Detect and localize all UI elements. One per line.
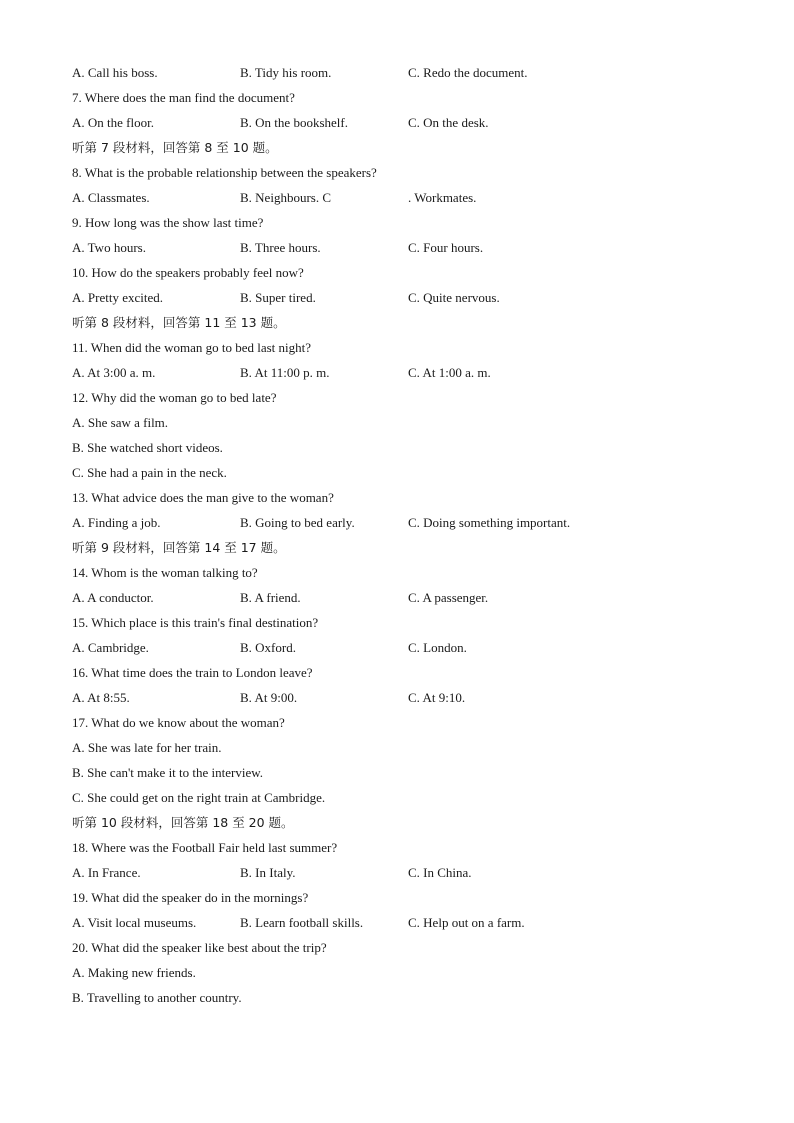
question-text: A. She saw a film. <box>72 415 169 430</box>
question-text: 20. What did the speaker like best about the trip? <box>72 940 327 955</box>
answer-options-row <box>72 685 732 710</box>
option-a: A. On the floor. <box>72 115 154 130</box>
answer-options-row <box>72 235 732 260</box>
option-c: C. At 9:10. <box>408 690 466 705</box>
option-b: B. Super tired. <box>240 290 316 305</box>
option-c: C. At 1:00 a. m. <box>408 365 491 380</box>
option-a: A. Finding a job. <box>72 515 161 530</box>
document-page <box>72 60 732 1010</box>
question-text: B. Travelling to another country. <box>72 990 242 1005</box>
option-a: A. In France. <box>72 865 141 880</box>
option-b: B. In Italy. <box>240 865 296 880</box>
answer-options-row <box>72 585 732 610</box>
answer-options-row <box>72 510 732 535</box>
question-text: B. She watched short videos. <box>72 440 223 455</box>
option-a: A. At 3:00 a. m. <box>72 365 156 380</box>
question-text: 11. When did the woman go to bed last night? <box>72 340 312 355</box>
option-a: A. At 8:55. <box>72 690 130 705</box>
question-text: A. Making new friends. <box>72 965 196 980</box>
section-instruction: 听第 8 段材料，回答第 11 至 13 题。 <box>72 315 286 330</box>
option-c: C. Doing something important. <box>408 515 571 530</box>
option-c: C. On the desk. <box>408 115 489 130</box>
question-text: 8. What is the probable relationship between the speakers? <box>72 165 377 180</box>
answer-options-row <box>72 635 732 660</box>
option-b: B. Tidy his room. <box>240 65 332 80</box>
question-text: 10. How do the speakers probably feel now? <box>72 265 304 280</box>
option-a: A. Pretty excited. <box>72 290 163 305</box>
question-text: B. She can't make it to the interview. <box>72 765 264 780</box>
option-b: B. Three hours. <box>240 240 321 255</box>
option-a: A. Call his boss. <box>72 65 158 80</box>
option-b: B. Neighbours. C <box>240 190 331 205</box>
question-text: 16. What time does the train to London leave? <box>72 665 313 680</box>
section-instruction: 听第 7 段材料，回答第 8 至 10 题。 <box>72 140 278 155</box>
option-c: C. London. <box>408 640 467 655</box>
section-instruction: 听第 9 段材料，回答第 14 至 17 题。 <box>72 540 286 555</box>
option-b: B. Going to bed early. <box>240 515 355 530</box>
question-text: 18. Where was the Football Fair held last summer? <box>72 840 338 855</box>
section-instruction: 听第 10 段材料，回答第 18 至 20 题。 <box>72 815 294 830</box>
option-c: C. In China. <box>408 865 472 880</box>
question-text: 17. What do we know about the woman? <box>72 715 285 730</box>
question-text: C. She had a pain in the neck. <box>72 465 227 480</box>
option-c: C. Four hours. <box>408 240 484 255</box>
question-text: C. She could get on the right train at Cambridge. <box>72 790 326 805</box>
option-b: B. At 11:00 p. m. <box>240 365 330 380</box>
option-c: C. A passenger. <box>408 590 489 605</box>
option-b: B. On the bookshelf. <box>240 115 348 130</box>
option-a: A. Visit local museums. <box>72 915 197 930</box>
answer-options-row <box>72 60 732 85</box>
question-text: 14. Whom is the woman talking to? <box>72 565 258 580</box>
option-c: C. Quite nervous. <box>408 290 500 305</box>
option-b: B. At 9:00. <box>240 690 298 705</box>
question-text: 13. What advice does the man give to the woman? <box>72 490 334 505</box>
option-a: A. A conductor. <box>72 590 154 605</box>
option-c: C. Help out on a farm. <box>408 915 525 930</box>
option-b: B. A friend. <box>240 590 301 605</box>
question-text: 7. Where does the man find the document? <box>72 90 295 105</box>
option-c: . Workmates. <box>408 190 477 205</box>
option-a: A. Cambridge. <box>72 640 149 655</box>
answer-options-row <box>72 360 732 385</box>
option-b: B. Learn football skills. <box>240 915 364 930</box>
option-a: A. Classmates. <box>72 190 150 205</box>
question-text: A. She was late for her train. <box>72 740 222 755</box>
answer-options-row <box>72 110 732 135</box>
option-a: A. Two hours. <box>72 240 146 255</box>
option-b: B. Oxford. <box>240 640 296 655</box>
question-text: 15. Which place is this train's final destination? <box>72 615 319 630</box>
question-text: 9. How long was the show last time? <box>72 215 264 230</box>
option-c: C. Redo the document. <box>408 65 528 80</box>
answer-options-row <box>72 860 732 885</box>
question-text: 19. What did the speaker do in the mornings? <box>72 890 309 905</box>
answer-options-row <box>72 910 732 935</box>
question-text: 12. Why did the woman go to bed late? <box>72 390 277 405</box>
answer-options-row <box>72 185 732 210</box>
answer-options-row <box>72 285 732 310</box>
